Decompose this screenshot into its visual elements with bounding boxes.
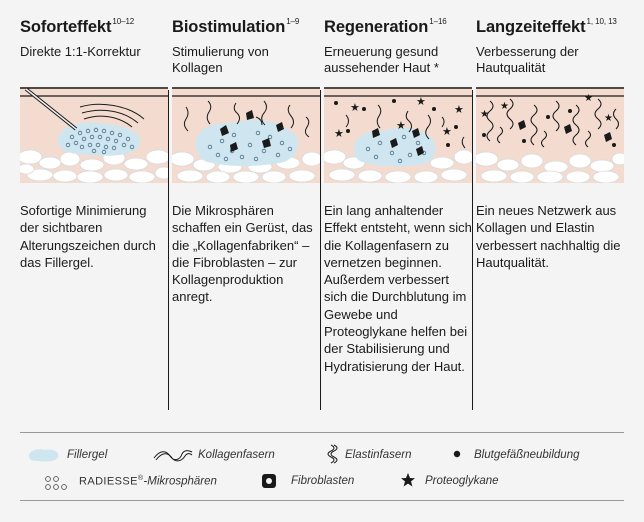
column-title: Langzeiteffekt$^{1, 10, 13}$ bbox=[476, 17, 617, 36]
legend-elastinfasern: Elastinfasern bbox=[345, 449, 412, 461]
legend-bottom-rule bbox=[20, 500, 624, 501]
legend-fillergel: Fillergel bbox=[67, 449, 108, 461]
svg-text:★: ★ bbox=[604, 113, 613, 124]
column-biostimulation bbox=[172, 0, 323, 410]
legend-radiesse: RADIESSE®-Mikrosphären bbox=[79, 475, 217, 488]
column-description: Die Mikrosphären schaffen ein Gerüst, das die „Kollagenfabriken“ – die Fibroblasten – zur Kollagenproduktion anregt. bbox=[172, 203, 313, 305]
column-title: Biostimulation$^{1-9}$ bbox=[172, 17, 300, 36]
svg-text:★: ★ bbox=[396, 119, 406, 132]
legend-fibroblasten: Fibroblasten bbox=[291, 475, 355, 487]
legend-kollagenfasern: Kollagenfasern bbox=[198, 449, 275, 461]
column-subtitle: Direkte 1:1-Korrektur bbox=[20, 44, 141, 59]
proteoglycan-star-icon bbox=[400, 472, 416, 488]
column-title: Regeneration$^{1-16}$ bbox=[324, 17, 447, 36]
skin-illustration-biostimulation bbox=[172, 87, 320, 183]
column-subtitle: Erneuerung gesund aussehender Haut * bbox=[324, 44, 439, 75]
column-divider bbox=[472, 90, 473, 410]
column-title: Soforteffekt$^{10-12}$ bbox=[20, 17, 135, 36]
svg-text:★: ★ bbox=[454, 103, 464, 116]
column-description: Ein lang anhaltender Effekt entsteht, wenn sich die Kollagenfasern zu vernetzen beginnen. Außerdem verbessert sich die Durchblutung im Gewebe und Proteoglykane helfen bei der Stabilisierung und Hydratisierung der Haut. bbox=[324, 203, 472, 374]
svg-text:★: ★ bbox=[334, 127, 344, 140]
legend-top-rule bbox=[20, 432, 624, 433]
legend-proteoglykane: Proteoglykane bbox=[425, 475, 499, 487]
skin-illustration-langzeiteffekt bbox=[476, 87, 624, 183]
blood-vessel-dot-icon bbox=[452, 449, 462, 459]
svg-text:★: ★ bbox=[416, 95, 426, 108]
skin-illustration-regeneration bbox=[324, 87, 472, 183]
fibroblast-icon bbox=[259, 470, 279, 492]
column-divider bbox=[320, 90, 321, 410]
svg-text:★: ★ bbox=[584, 93, 593, 104]
collagen-fiber-icon bbox=[152, 446, 194, 464]
column-description: Ein neues Netzwerk aus Kollagen und Elastin verbessert nachhaltig die Hautqualität. bbox=[476, 203, 621, 270]
elastin-fiber-icon bbox=[326, 443, 342, 465]
microsphere-icon bbox=[44, 475, 68, 491]
column-subtitle: Stimulierung von Kollagen bbox=[172, 44, 269, 75]
legend-blutgefaess: Blutgefäßneubildung bbox=[474, 449, 580, 461]
skin-illustration-soforteffekt bbox=[20, 87, 168, 183]
svg-text:★: ★ bbox=[442, 125, 452, 138]
column-description: Sofortige Minimierung der sichtbaren Alterungszeichen durch das Fillergel. bbox=[20, 203, 156, 270]
fillergel-icon bbox=[27, 447, 61, 463]
column-divider bbox=[168, 90, 169, 410]
column-soforteffekt bbox=[20, 0, 171, 410]
svg-text:★: ★ bbox=[350, 101, 360, 114]
column-subtitle: Verbesserung der Hautqualität bbox=[476, 44, 579, 75]
column-langzeiteffekt bbox=[476, 0, 627, 410]
column-regeneration bbox=[324, 0, 475, 410]
svg-text:★: ★ bbox=[500, 101, 509, 112]
svg-text:★: ★ bbox=[480, 109, 489, 120]
